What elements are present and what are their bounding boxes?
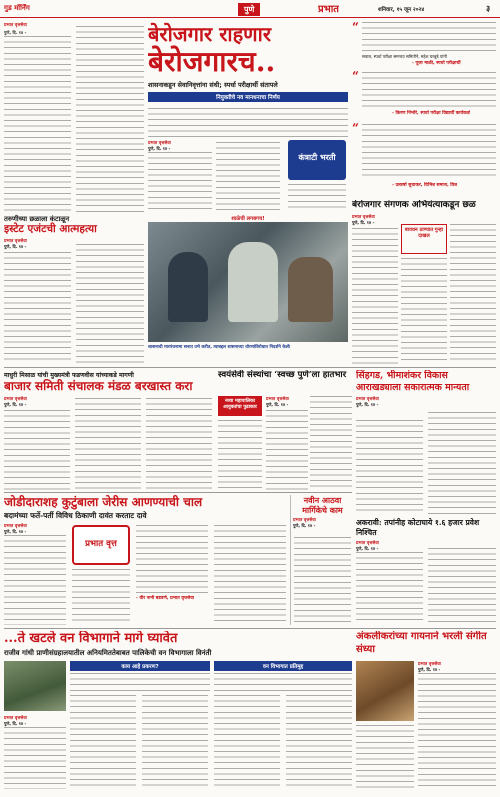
music-byline: प्रभात वृत्तसेवा [418,662,441,667]
clean-pune-sidebar-text: नव्या महापालिका आयुक्तांचा पुढाकार [223,399,257,410]
music-col1 [418,673,496,789]
engineer-headline: बेरोजगार संगणक अभियंत्याकडून छळ [352,200,476,210]
main-headline-line2: बेरोजगारच.. [148,45,276,78]
music-photo [356,661,414,721]
main-body-col2 [216,142,280,210]
zoo-box-2 [214,661,352,691]
clean-pune-headline: स्वयंसेवी संस्थांचा ‘स्वच्छ पुणे’ला हातभार [218,370,347,380]
clean-pune-story [218,370,352,490]
zoo-story [4,631,352,793]
zoo-dateline: पुणे, दि. १४ - [4,721,27,726]
school-photo [148,222,348,342]
sinhgad-byline: प्रभात वृत्तसेवा [356,397,379,402]
contract-badge [288,140,346,180]
quote-mark-1: “ [352,22,359,34]
sharing-byline: प्रभात वृत्तसेवा [356,541,379,546]
estate-byline: प्रभात वृत्तसेवा [4,239,27,244]
zoo-headline: राजीव गांधी प्राणीसंग्रहालयातील अनियमिततेबाबत पालिकेची वन विभागाला विनंती [4,649,212,657]
market-story [4,370,214,490]
quote-3-author: - उत्कर्षा सुधाकर, विभिन्न समाज, विज [392,183,458,188]
clean-pune-col2 [266,410,308,490]
page-number: ३ [486,4,491,13]
engineer-dateline: पुणे, दि. १४ - [352,220,375,225]
section-name: पुणे [238,3,260,16]
new-way-byline: प्रभात वृत्तसेवा [293,518,316,523]
left-column-story [4,22,144,212]
main-byline: प्रभात वृत्तसेवा [148,141,171,146]
zoo-byline: प्रभात वृत्तसेवा [4,716,27,721]
jodidar-quote-author: - वीर नानी बडवणे, प्रभात वृत्तसेवा [136,596,194,601]
jodidar-headline: बदामंच्या फर्ते-पर्ती विविध ठिकाणी दावंत करताट दावे [4,511,147,520]
photo-label: शाळेची लगबगच! [231,216,265,222]
quote-mark-3: “ [352,121,359,135]
engineer-story [352,200,496,364]
zoo-headline-top: ...ते खटले वन विभागाने मागे घ्यावेत [4,631,178,646]
right-quotes [352,22,496,197]
left-byline: प्रभात वृत्तसेवा [4,23,27,28]
left-dateline: पुणे, दि. १४ - [4,30,27,35]
engineer-byline: प्रभात वृत्तसेवा [352,215,375,220]
estate-headline: इस्टेट एजंटची आत्महत्या [4,223,97,235]
zoo-col2 [70,695,136,789]
market-byline: प्रभात वृत्तसेवा [4,397,27,402]
quote-2-author: - किरण निंभोरे, स्पर्धा परीक्षा विद्यार्थी कार्यकर्ता [392,111,471,116]
market-col3 [146,398,212,490]
market-dateline: पुणे, दि. १४ - [4,402,27,407]
zoo-col3 [142,695,208,789]
jodidar-col2 [72,569,130,625]
jodidar-col3 [136,525,208,593]
prabhat-vrutt-logo [72,525,130,565]
sharing-story [356,518,496,625]
zoo-col5 [286,695,352,789]
new-way-body [294,537,351,625]
estate-agent-story [4,214,144,364]
market-col1 [4,410,70,490]
new-way-story [290,495,352,625]
clean-pune-dateline: पुणे, दि. १४ - [266,402,289,407]
main-box-text [148,108,348,137]
main-body [148,140,348,210]
estate-col1 [4,252,71,364]
jodidar-dateline: पुणे, दि. १४ - [4,529,27,534]
zoo-col1 [4,727,66,789]
quote-2-text [362,72,496,108]
engineer-sidebar-title: बावधन ठाण्यात गुन्हा दाखल [404,227,444,239]
jodidar-byline: प्रभात वृत्तसेवा [4,524,27,529]
prabhat-vrutt-logo-text: प्रभात वृत्त [85,539,117,549]
jodidar-headline-top: जोडीदाराशह कुटुंबाला जेरीस आणण्याची चाल [4,495,203,509]
music-col2 [356,725,414,789]
quote-1-author: - पूजा माळी, स्पर्धा परीक्षार्थी [412,61,461,66]
main-box-title: नियुक्तीचे नव मानधनाचा निर्णय [148,92,348,102]
zoo-box-2-title: वन विभागात प्रतिमुद्द [214,661,352,671]
quote-1-text [362,22,496,52]
sharing-col2 [428,548,496,625]
clean-pune-byline: प्रभात वृत्तसेवा [266,397,289,402]
main-subhead: शासनाकडून सेवानिवृत्तांना संधी; स्पर्धा परीक्षार्थी संतापले [148,81,278,89]
zoo-box-1 [70,661,210,691]
school-photo-block [148,214,348,364]
engineer-col2 [401,258,447,364]
estate-dateline: पुणे, दि. १४ - [4,244,27,249]
issue-date: शनिवार, १५ जून २०२४ [378,7,425,13]
left-text-lines [4,36,71,212]
sinhgad-dateline: पुणे, दि. १४ - [356,402,379,407]
clean-pune-sidebar [218,396,262,416]
main-headline-line1: बेरोजगार राहणार [148,22,272,46]
left-tag: गुड मॉर्निंग [4,4,30,12]
main-story [148,22,348,137]
masthead [0,0,500,18]
market-headline: बाजार समिती संचालक मंडळ बरखास्त करा [4,379,193,393]
sharing-col1 [356,552,423,625]
estate-headline-top: तरुणीच्या छळाला कंटाळून [4,215,70,223]
clean-pune-col1 [218,420,262,490]
market-col2 [75,398,141,490]
quote-3-text [362,124,496,180]
quote-mark-2: “ [352,69,359,83]
main-body-col1 [148,152,212,210]
new-way-headline: नवीन आठवा मार्गिकेचे काम [302,495,343,515]
sinhgad-story [356,370,496,515]
sinhgad-headline: सिंहगड, भीमाशंकर विकास आराखड्याला सकारात्मक मान्यता [356,370,470,393]
estate-col2 [76,244,144,364]
music-headline: अंकलीकरांच्या गायनाने भरली संगीत संध्या [356,631,487,655]
engineer-sidebar [401,224,447,254]
engineer-col1 [352,228,398,364]
sharing-headline: अकरावी: तपांनीह कोटाघाये १.६ हजार प्रवेश निश्चित [356,518,480,537]
zoo-col4 [214,695,280,789]
main-dateline: पुणे, दि. १४ - [148,146,171,151]
music-story [356,631,496,793]
quote-1-tail: सवाल, स्पर्धा परीक्षा समन्वय समितीने, महेश घरबुडे यांनी [362,54,447,59]
market-headline-top: माधुरी मिसाळ यांची मुख्यमंत्री फडणवीस यांच्याकडे मागणी [4,372,134,379]
contract-badge-text: कंत्राटी भरती [298,152,336,162]
brand-logo: प्रभात [318,4,340,15]
zoo-photo [4,661,66,711]
new-way-dateline: पुणे, दि. १४ - [293,523,316,528]
sinhgad-col1 [356,420,423,515]
left-text-lines-2 [76,26,144,212]
jodidar-col1 [4,535,66,625]
sinhgad-col2 [428,412,496,515]
photo-caption: शासनाची मारपंचनामा सनात उभे करीत, त्याबद्दल शासनाच्या धोरणांविरोधात निदर्शने केली [148,345,290,350]
clean-pune-col3 [310,396,352,490]
jodidar-col4 [214,525,286,625]
jodidar-story [4,495,286,625]
sharing-dateline: पुणे, दि. १४ - [356,546,379,551]
music-dateline: पुणे, दि. १४ - [418,667,441,672]
main-body-col3 [288,184,346,210]
zoo-box-1-title: काय आहे प्रकरण? [70,661,210,671]
engineer-col3 [450,224,496,364]
